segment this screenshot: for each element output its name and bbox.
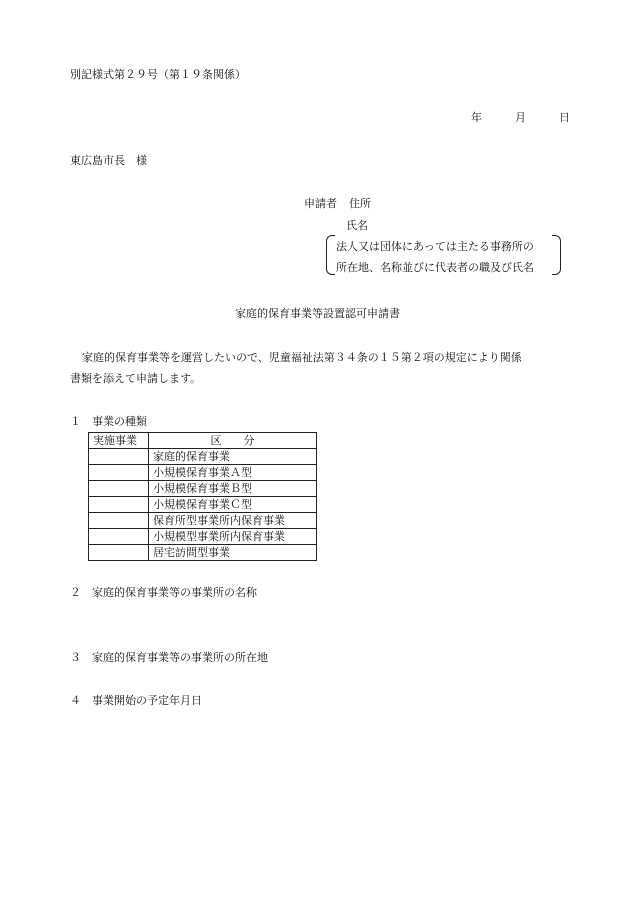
table-row [89,497,317,513]
addressee: 東広島市長 様 [70,154,147,167]
checkbox-cell[interactable] [89,545,149,561]
applicant-label: 申請者 [304,197,337,210]
header-category: 区 分 [149,433,317,449]
section2-heading: ２ 家庭的保育事業等の事業所の名称 [70,586,257,599]
category-cell: 保育所型事業所内保育事業 [149,513,317,529]
category-cell: 小規模保育事業Ｃ型 [149,497,317,513]
table-row [89,513,317,529]
checkbox-cell[interactable] [89,481,149,497]
checkbox-cell[interactable] [89,497,149,513]
form-number: 別記様式第２９号（第１９条関係） [70,68,246,81]
checkbox-cell[interactable] [89,449,149,465]
business-type-table [88,432,317,561]
bracket-right [552,235,561,275]
category-cell: 小規模型事業所内保育事業 [149,529,317,545]
table-row [89,481,317,497]
category-cell: 小規模保育事業Ａ型 [149,465,317,481]
bracket-left [326,235,335,275]
table-row [89,449,317,465]
section4-heading: ４ 事業開始の予定年月日 [70,694,202,707]
table-row [89,529,317,545]
table-row [89,545,317,561]
section3-heading: ３ 家庭的保育事業等の事業所の所在地 [70,651,268,664]
checkbox-cell[interactable] [89,465,149,481]
category-cell: 家庭的保育事業 [149,449,317,465]
category-cell: 小規模保育事業Ｂ型 [149,481,317,497]
applicant-note-line1: 法人又は団体にあっては主たる事務所の [336,240,534,253]
date-line [471,111,570,125]
section1-heading: １ 事業の種類 [70,415,147,428]
header-implementation: 実施事業 [89,433,149,449]
name-label: 氏名 [346,219,368,232]
date-day-label: 日 [559,111,570,124]
document-title: 家庭的保育事業等設置認可申請書 [235,307,400,320]
body-line1: 家庭的保育事業等を運営したいので、児童福祉法第３４条の１５第２項の規定により関係 [82,351,522,364]
address-label: 住所 [349,197,371,210]
table-row [89,465,317,481]
date-year-label: 年 [471,111,482,124]
category-cell: 居宅訪問型事業 [149,545,317,561]
date-month-label: 月 [515,111,526,124]
checkbox-cell[interactable] [89,529,149,545]
table-header-row [89,433,317,449]
checkbox-cell[interactable] [89,513,149,529]
applicant-note-line2: 所在地、名称並びに代表者の職及び氏名 [336,261,534,274]
body-line2: 書類を添えて申請します。 [70,372,202,385]
